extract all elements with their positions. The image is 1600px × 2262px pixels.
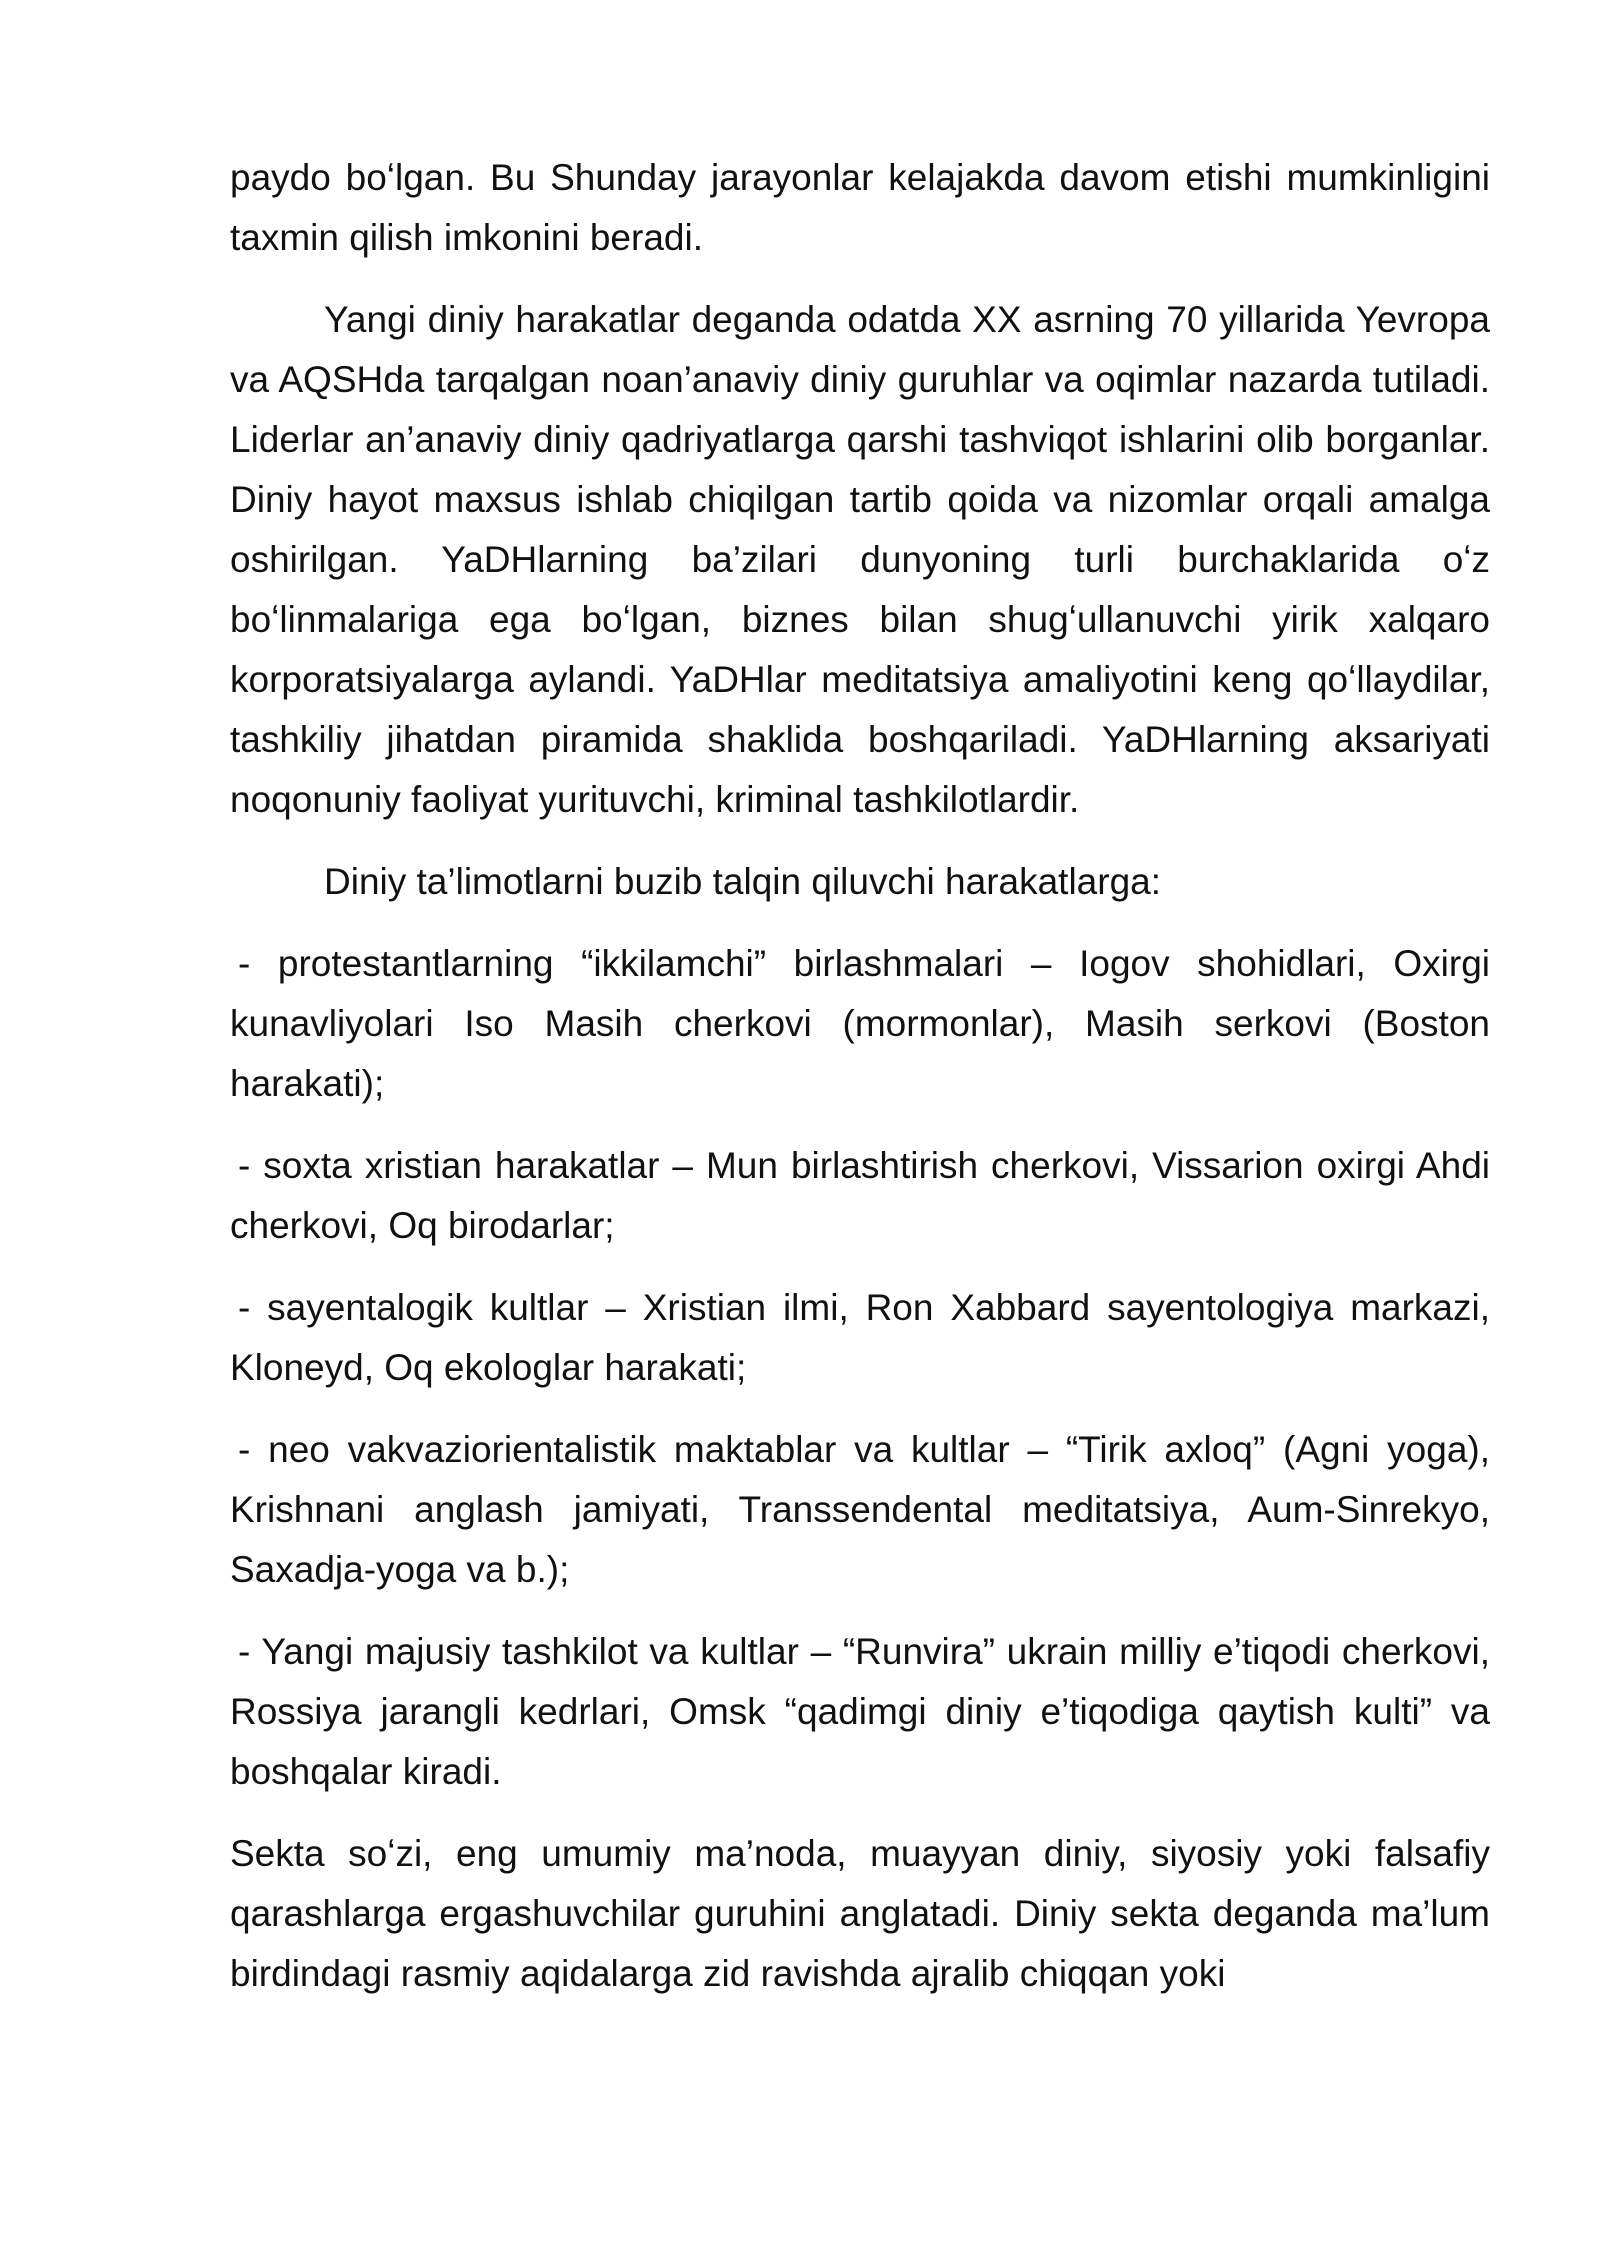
list-item-pseudo-christian: - soxta xristian harakatlar – Mun birlashtirish cherkovi, Vissarion oxirgi Ahdi cherkovi, Oq birodarlar; <box>230 1145 1490 1246</box>
list-item-scientological: - sayentalogik kultlar – Xristian ilmi, Ron Xabbard sayentologiya markazi, Kloneyd, Oq ekologlar harakati; <box>230 1287 1490 1388</box>
paragraph-continuation: paydo boʻlgan. Bu Shunday jarayonlar kelajakda davom etishi mumkinligini taxmin qilish imkonini beradi. <box>230 157 1490 258</box>
list-item-neo-orientalist: - neo vakvaziorientalistik maktablar va kultlar – “Tirik axloq” (Agni yoga), Krishnani anglash jamiyati, Transsendental meditatsiya, Aum-Sinrekyo, Saxadja-yoga va b.); <box>230 1429 1490 1590</box>
list-item-protestant: - protestantlarning “ikkilamchi” birlashmalari – Iogov shohidlari, Oxirgi kunavliyolari Iso Masih cherkovi (mormonlar), Masih serkovi (Boston harakati); <box>230 943 1490 1104</box>
list-item-neo-pagan: - Yangi majusiy tashkilot va kultlar – “Runvira” ukrain milliy e’tiqodi cherkovi, Rossiya jarangli kedrlari, Omsk “qadimgi diniy e’tiqodiga qaytish kulti” va boshqalar kiradi. <box>230 1631 1490 1792</box>
document-body <box>230 148 1490 2004</box>
paragraph-list-intro: Diniy ta’limotlarni buzib talqin qiluvchi harakatlarga: <box>324 861 1162 902</box>
paragraph-new-religious-movements: Yangi diniy harakatlar deganda odatda XX asrning 70 yillarida Yevropa va AQSHda tarqalgan noan’anaviy diniy guruhlar va oqimlar nazarda tutiladi. Liderlar an’anaviy diniy qadriyatlarga qarshi tashviqot ishlarini olib borganlar. Diniy hayot maxsus ishlab chiqilgan tartib qoida va nizomlar orqali amalga oshirilgan. YaDHlarning ba’zilari dunyoning turli burchaklarida oʻz boʻlinmalariga ega boʻlgan, biznes bilan shugʻullanuvchi yirik xalqaro korporatsiyalarga aylandi. YaDHlar meditatsiya amaliyotini keng qoʻllaydilar, tashkiliy jihatdan piramida shaklida boshqariladi. YaDHlarning aksariyati noqonuniy faoliyat yurituvchi, kriminal tashkilotlardir. <box>230 299 1490 820</box>
paragraph-sect-definition: Sekta soʻzi, eng umumiy ma’noda, muayyan diniy, siyosiy yoki falsafiy qarashlarga ergashuvchilar guruhini anglatadi. Diniy sekta deganda ma’lum birdindagi rasmiy aqidalarga zid ravishda ajralib chiqqan yoki <box>230 1833 1490 1994</box>
